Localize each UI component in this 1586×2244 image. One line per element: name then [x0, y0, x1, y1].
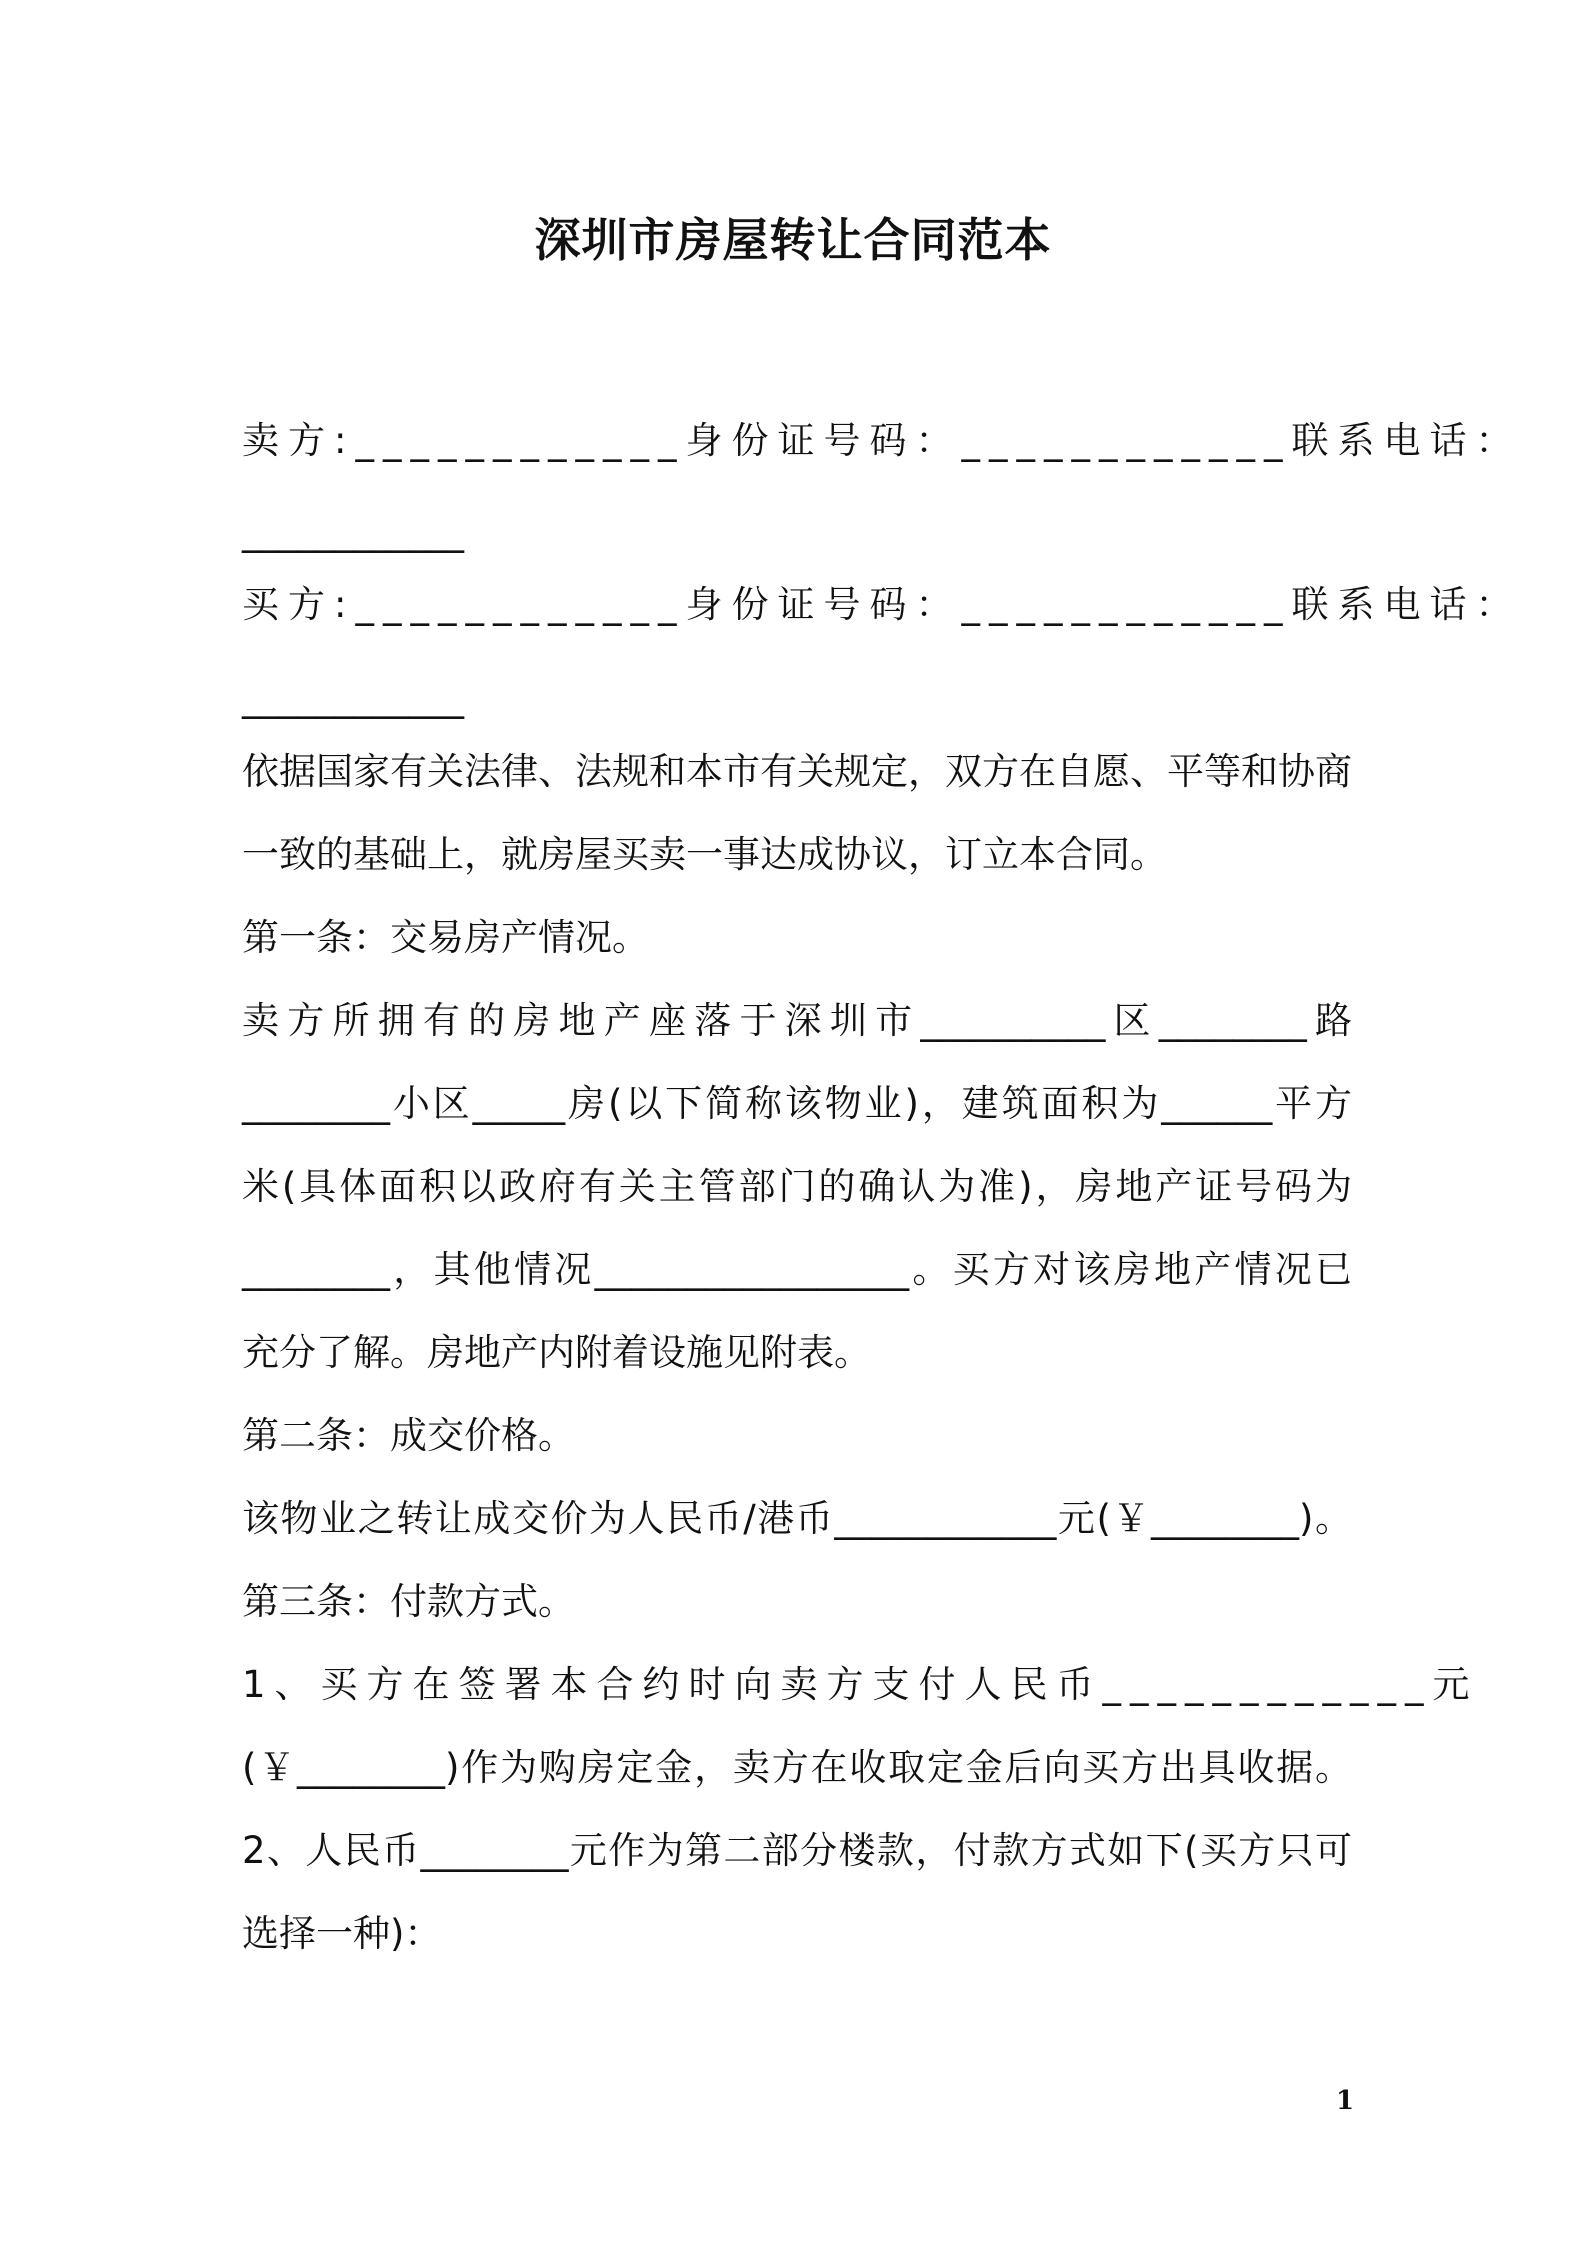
article-3-item-2-line-2: 选择一种)：	[242, 1912, 442, 1955]
buyer-phone-blank: ____________	[242, 676, 464, 719]
article-1-line-1: 卖方所拥有的房地产座落于深圳市__________区________路	[242, 999, 1352, 1042]
buyer-info-line: 买方:____________身份证号码：____________联系电话：	[242, 583, 1522, 626]
article-3-item-2-line-1: 2、人民币________元作为第二部分楼款，付款方式如下(买方只可	[242, 1829, 1352, 1872]
article-3-heading: 第三条：付款方式。	[242, 1580, 575, 1623]
document-title: 深圳市房屋转让合同范本	[534, 213, 1052, 267]
article-1-line-3: 米(具体面积以政府有关主管部门的确认为准)，房地产证号码为	[242, 1165, 1352, 1208]
article-2-line-1: 该物业之转让成交价为人民币/港币____________元(￥________)。	[242, 1497, 1352, 1540]
page-number: 1	[1335, 2086, 1355, 2116]
article-3-item-1-line-2: (￥________)作为购房定金，卖方在收取定金后向买方出具收据。	[242, 1746, 1352, 1789]
article-1-line-4: ________，其他情况_________________。买方对该房地产情况已	[242, 1248, 1352, 1291]
article-3-item-1-line-1: 1、买方在签署本合约时向卖方支付人民币____________元	[242, 1663, 1479, 1706]
article-2-heading: 第二条：成交价格。	[242, 1414, 575, 1457]
preamble-line-2: 一致的基础上，就房屋买卖一事达成协议，订立本合同。	[242, 833, 1167, 876]
article-1-heading: 第一条：交易房产情况。	[242, 916, 649, 959]
article-1-line-2: ________小区_____房(以下简称该物业)，建筑面积为______平方	[242, 1082, 1352, 1125]
seller-phone-blank: ____________	[242, 510, 464, 553]
article-1-line-5: 充分了解。房地产内附着设施见附表。	[242, 1331, 871, 1374]
seller-info-line: 卖方:____________身份证号码：____________联系电话：	[242, 419, 1522, 462]
preamble-line-1: 依据国家有关法律、法规和本市有关规定，双方在自愿、平等和协商	[242, 750, 1352, 793]
